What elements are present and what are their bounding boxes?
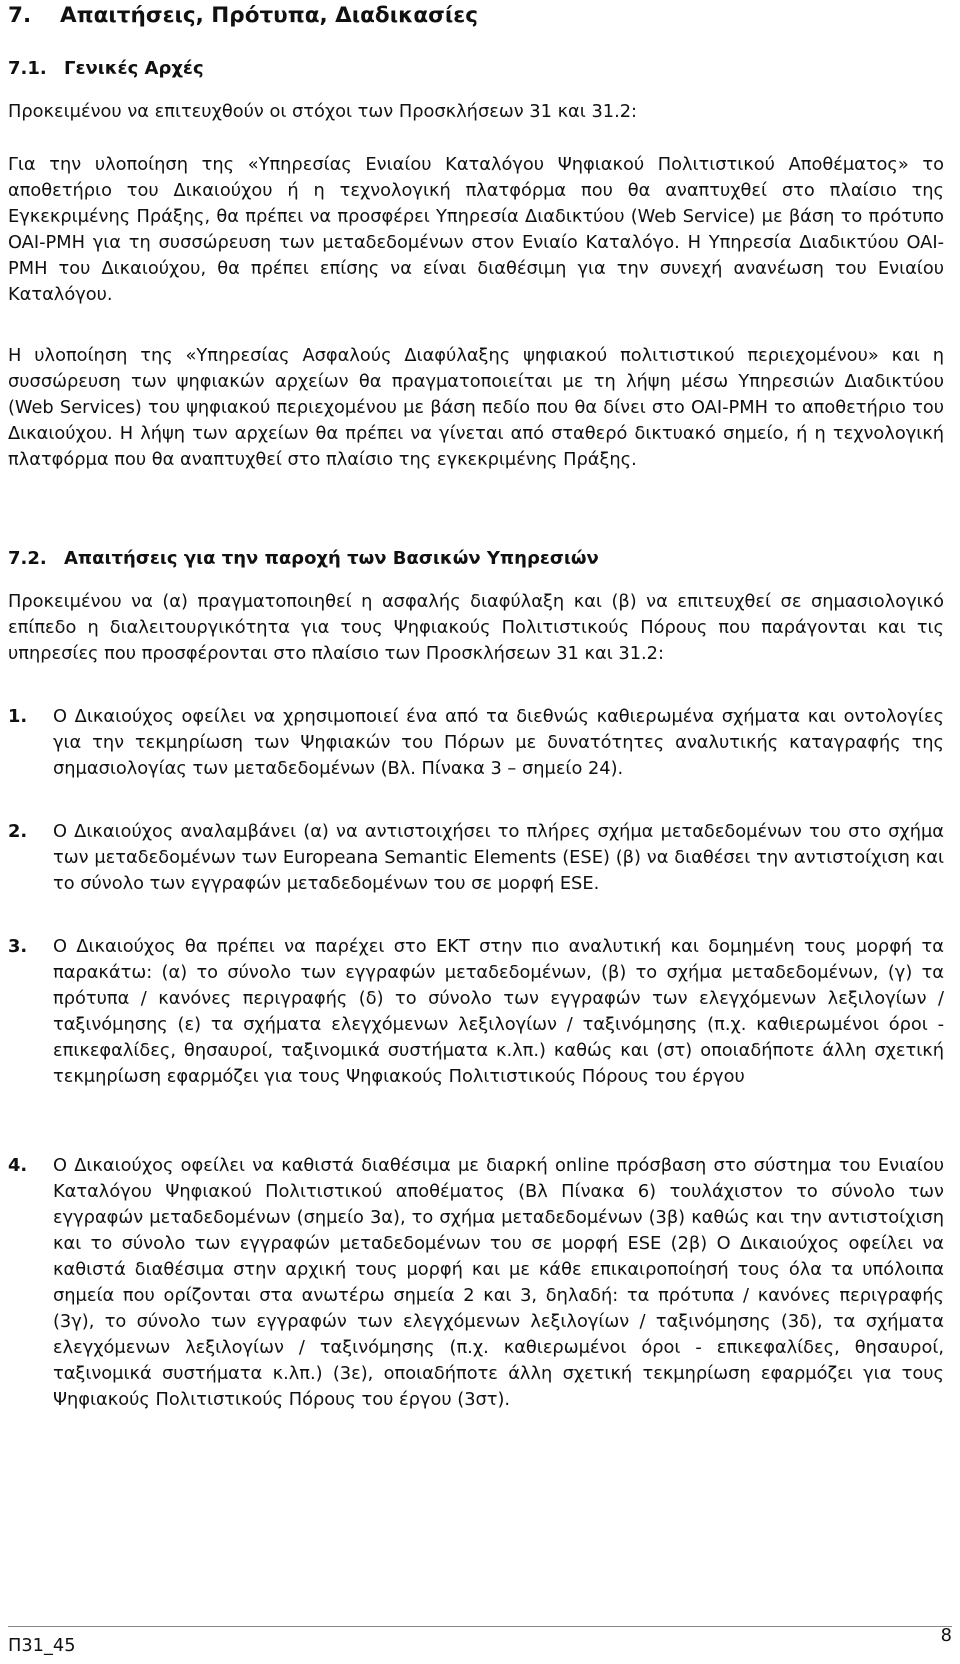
subsection-number: 7.1. <box>8 58 47 79</box>
paragraph-preservation-service: Η υλοποίηση της «Υπηρεσίας Ασφαλούς Διαφύλαξης ψηφιακού πολιτιστικού περιεχομένου» και η συσσώρευση των ψηφιακών αρχείων θα πραγματοποιείται με τη λήψη μέσω Υπηρεσιών Διαδικτύου (Web Services) του ψηφιακού περιεχομένου με βάση πεδίο που θα δίνει στο OAI-PMH το αποθετήριο του Δικαιούχου. Η λήψη των αρχείων θα πρέπει να γίνεται από σταθερό δικτυακό σημείο, ή η τεχνολογική πλατφόρμα που θα αναπτυχθεί στο πλαίσιο της εγκεκριμένης Πράξης. <box>8 345 944 470</box>
list-item-number: 3. <box>8 936 28 957</box>
intro-paragraph-7-1: Προκειμένου να επιτευχθούν οι στόχοι των Προσκλήσεων 31 και 31.2: <box>8 101 638 122</box>
section-title: Απαιτήσεις, Πρότυπα, Διαδικασίες <box>60 3 478 28</box>
section-heading <box>8 2 478 30</box>
subsection-number: 7.2. <box>8 548 47 569</box>
document-page <box>8 0 952 1664</box>
list-item-number: 1. <box>8 706 28 727</box>
paragraph-catalogue-service: Για την υλοποίηση της «Υπηρεσίας Ενιαίου Καταλόγου Ψηφιακού Πολιτιστικού Αποθέματος» το αποθετήριο του Δικαιούχου ή η τεχνολογική πλατφόρμα που θα αναπτυχθεί στο πλαίσιο της Εγκεκριμένης Πράξης, θα πρέπει να προσφέρει Υπηρεσία Διαδικτύου (Web Service) με βάση το πρότυπο OAI-PMH για τη συσσώρευση των μεταδεδομένων στον Ενιαίο Καταλόγο. Η Υπηρεσία Διαδικτύου OAI-PMH του Δικαιούχου, θα πρέπει επίσης να είναι διαθέσιμη για την συνεχή ανανέωση του Ενιαίου Καταλόγου. <box>8 154 944 305</box>
list-item <box>8 819 944 897</box>
list-item-text: Ο Δικαιούχος οφείλει να χρησιμοποιεί ένα από τα διεθνώς καθιερωμένα σχήματα και οντολογίες για την τεκμηρίωση των Ψηφιακών του Πόρων με δυνατότητες αναλυτικής καταγραφής της σημασιολογίας των μεταδεδομένων (Βλ. Πίνακα 3 – σημείο 24). <box>53 706 944 779</box>
subsection-title: Απαιτήσεις για την παροχή των Βασικών Υπηρεσιών <box>64 548 599 569</box>
subsection-heading-7-2 <box>8 546 599 572</box>
footer-divider <box>8 1626 952 1627</box>
list-item-text: Ο Δικαιούχος αναλαμβάνει (α) να αντιστοιχήσει το πλήρες σχήμα μεταδεδομένων του στο σχήμα των μεταδεδομένων των Europeana Semantic Elements (ESE) (β) να διαθέσει την αντιστοίχιση και το σύνολο των εγγραφών μεταδεδομένων του σε μορφή ESE. <box>53 821 944 894</box>
list-item <box>8 704 944 782</box>
footer-doc-code: Π31_45 <box>8 1635 76 1656</box>
list-item-text: Ο Δικαιούχος οφείλει να καθιστά διαθέσιμα με διαρκή online πρόσβαση στο σύστημα του Ενιαίου Καταλόγου Ψηφιακού Πολιτιστικού αποθέματος (Βλ Πίνακα 6) τουλάχιστον το σύνολο των εγγραφών μεταδεδομένων (σημείο 3α), το σχήμα μεταδεδομένων (3β) καθώς και την αντιστοίχιση και το σύνολο των εγγραφών μεταδεδομένων του σε μορφή ESE (2β) Ο Δικαιούχος οφείλει να καθιστά διαθέσιμα στην αρχική τους μορφή και με κάθε επικαιροποίησή τους όλα τα υπόλοιπα σημεία που ορίζονται στα ανωτέρω σημεία 2 και 3, δηλαδή: τα πρότυπα / κανόνες περιγραφής (3γ), το σύνολο των εγγραφών των ελεγχόμενων λεξιλογίων / ταξινόμησης (3δ), τα σχήματα ελεγχόμενων λεξιλογίων / ταξινόμησης (π.χ. καθιερωμένοι όροι - επικεφαλίδες, θησαυροί, ταξινομικά συστήματα κ.λπ.) (3ε), οποιαδήποτε άλλη σχετική τεκμηρίωση εφαρμόζει για τους Ψηφιακούς Πολιτιστικούς Πόρους του έργου (3στ). <box>53 1155 944 1410</box>
section-number: 7. <box>8 3 32 28</box>
subsection-title: Γενικές Αρχές <box>64 58 204 79</box>
intro-paragraph-7-2: Προκειμένου να (α) πραγματοποιηθεί η ασφαλής διαφύλαξη και (β) να επιτευχθεί σε σημασιολογικό επίπεδο η διαλειτουργικότητα για τους Ψηφιακούς Πολιτιστικούς Πόρους που παράγονται και τις υπηρεσίες που προσφέρονται στο πλαίσιο των Προσκλήσεων 31 και 31.2: <box>8 591 944 664</box>
list-item <box>8 934 944 1090</box>
list-item-number: 2. <box>8 821 28 842</box>
subsection-heading-7-1 <box>8 56 204 82</box>
list-item-number: 4. <box>8 1155 28 1176</box>
footer-page-number: 8 <box>940 1625 952 1646</box>
list-item <box>8 1153 944 1413</box>
list-item-text: Ο Δικαιούχος θα πρέπει να παρέχει στο ΕΚΤ στην πιο αναλυτική και δομημένη τους μορφή τα παρακάτω: (α) το σύνολο των εγγραφών μεταδεδομένων, (β) το σχήμα μεταδεδομένων, (γ) τα πρότυπα / κανόνες περιγραφής (δ) το σύνολο των εγγραφών των ελεγχόμενων λεξιλογίων / ταξινόμησης (ε) τα σχήματα ελεγχόμενων λεξιλογίων / ταξινόμησης (π.χ. καθιερωμένοι όροι - επικεφαλίδες, θησαυροί, ταξινομικά συστήματα κ.λπ.) καθώς και (στ) οποιαδήποτε άλλη σχετική τεκμηρίωση εφαρμόζει για τους Ψηφιακούς Πολιτιστικούς Πόρους του έργου <box>53 936 944 1087</box>
